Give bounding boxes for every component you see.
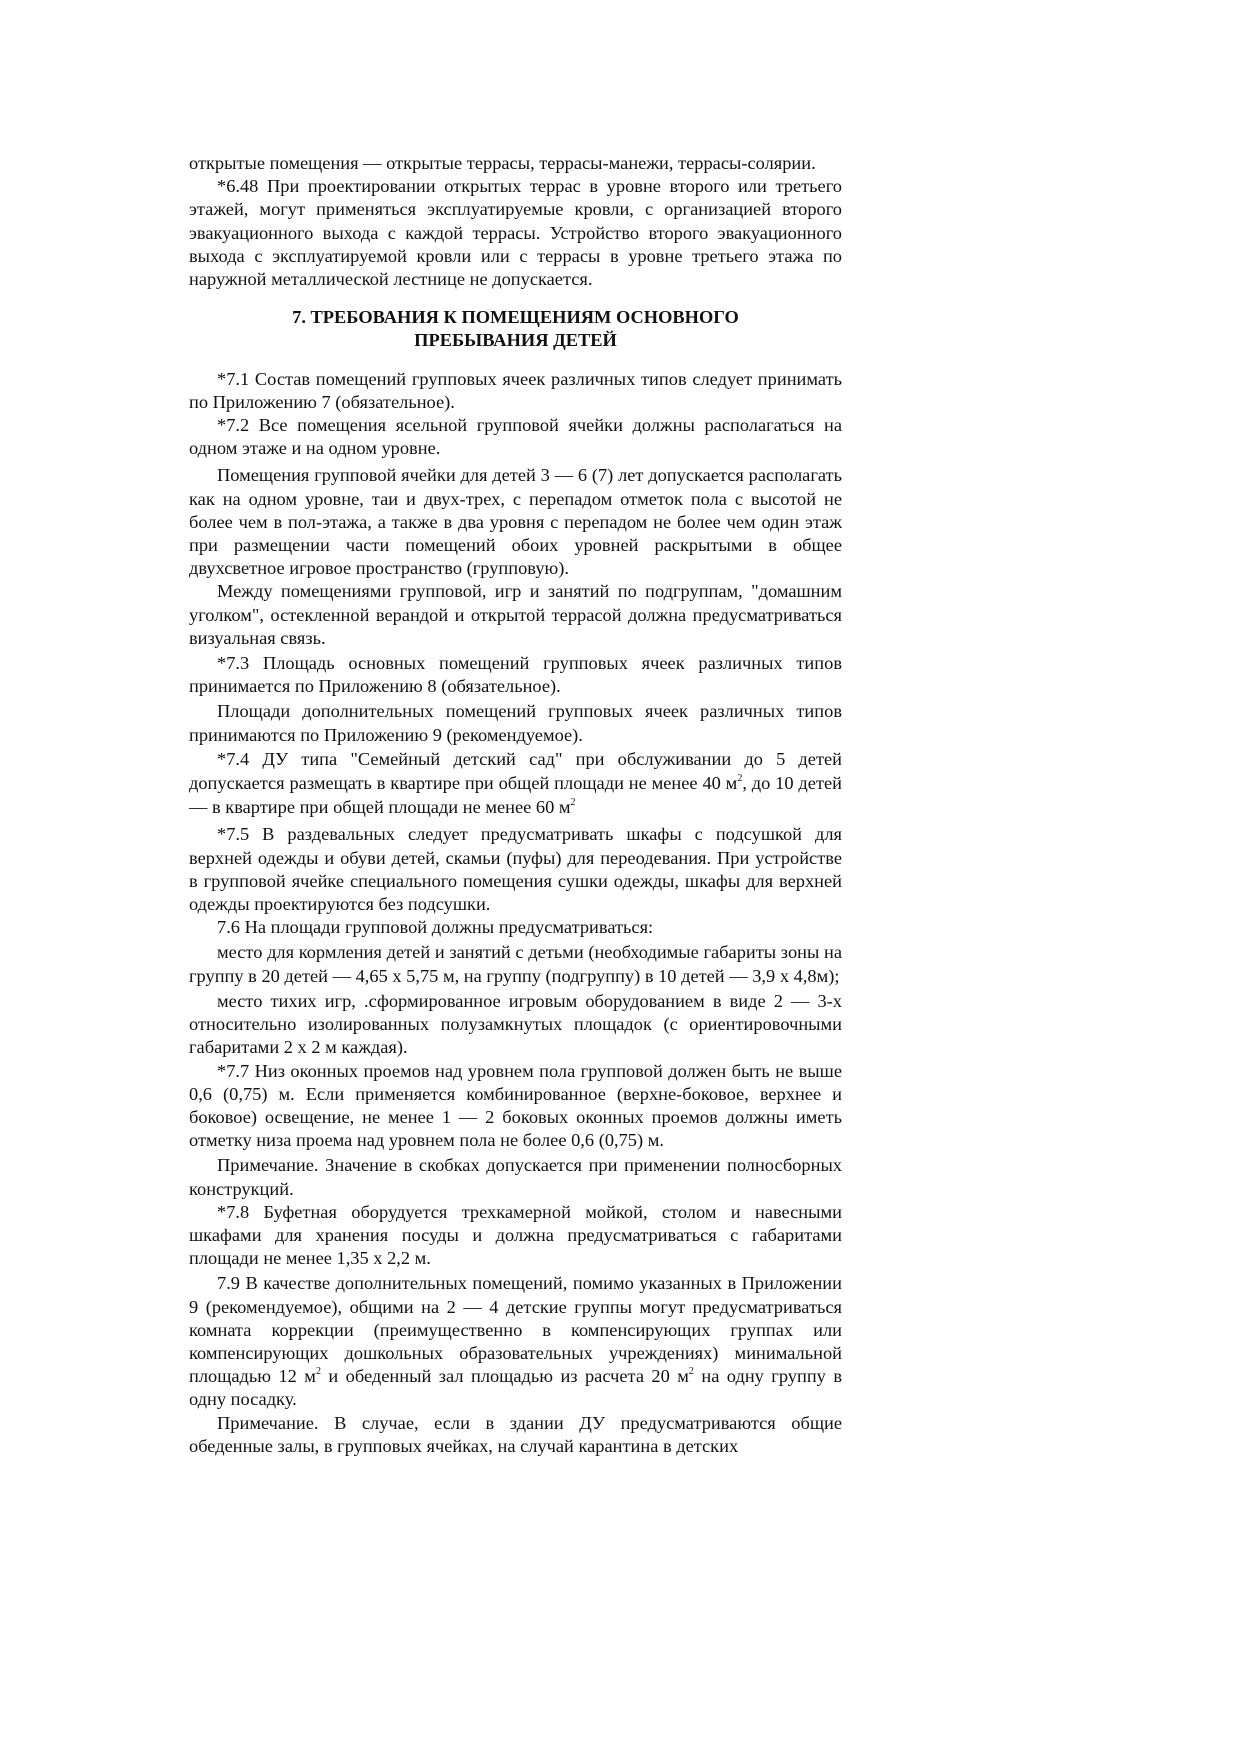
paragraph-group-cell-levels: Помещения групповой ячейки для детей 3 — 6 (7) лет допускается располагать как на одном уровне, таи и двух-трех, с перепадом отметок пола с высотой не более чем в пол-этажа, а также в два уровня с перепадом не более чем один этаж при размещении части помещений обоих уровней раскрытыми в общее двухсветное игровое пространство (групповую). <box>189 465 842 579</box>
paragraph-quiet-games: место тихих игр, .сформированное игровым оборудованием в виде 2 — 3-х относительно изолированных полузамкнутых площадок (с ориентировочными габаритами 2 х 2 м каждая). <box>189 990 842 1058</box>
paragraph-6-48: *6.48 При проектировании открытых террас в уровне второго или третьего этажей, могут применяться эксплуатируемые кровли, с организацией второго эвакуационного выхода с каждой террасы. Устройство второго эвакуационного выхода с эксплуатируемой кровли или с террасы в уровне третьего этажа по наружной металлической лестнице не допускается. <box>189 176 842 290</box>
paragraph-7-6: 7.6 На площади групповой должны предусматриваться: <box>217 917 654 938</box>
p79-sup-1: 2 <box>315 1366 321 1378</box>
paragraph-7-3: *7.3 Площадь основных помещений групповых ячеек различных типов принимается по Приложению 8 (обязательное). <box>189 653 842 697</box>
document-page <box>189 152 842 1458</box>
paragraph-7-7: *7.7 Низ оконных проемов над уровнем пола групповой должен быть не выше 0,6 (0,75) м. Если применяется комбинированное (верхне-боковое, верхнее и боковое) освещение, не менее 1 — 2 боковых оконных проемов должны иметь отметку низа проема над уровнем пола не более 0,6 (0,75) м. <box>189 1060 842 1151</box>
paragraph-7-5: *7.5 В раздевальных следует предусматривать шкафы с подсушкой для верхней одежды и обуви детей, скамьи (пуфы) для переодевания. При устройстве в групповой ячейке специального помещения сушки одежды, шкафы для верхней одежды проектируются без подсушки. <box>189 824 842 915</box>
p74-sup-2: 2 <box>570 797 576 809</box>
paragraph-7-1: *7.1 Состав помещений групповых ячеек различных типов следует принимать по Приложению 7 (обязательное). <box>189 368 842 412</box>
section-heading <box>189 306 842 352</box>
paragraph-open-rooms: открытые помещения — открытые террасы, террасы-манежи, террасы-солярии. <box>189 153 816 173</box>
p74-text-2: , до 10 детей — в квартире при общей площади не менее 60 м <box>189 773 842 818</box>
paragraph-feeding-area: место для кормления детей и занятий с детьми (необходимые габариты зоны на группу в 20 детей — 4,65 х 5,75 м, на группу (подгруппу) в 10 детей — 3,9 х 4,8м); <box>189 941 842 986</box>
p74-sup-1: 2 <box>737 773 743 785</box>
paragraph-visual-link: Между помещениями групповой, игр и занятий по подгруппам, "домашним уголком", остекленной верандой и открытой террасой должна предусматриваться визуальная связь. <box>189 581 842 648</box>
p79-text-1: 7.9 В качестве дополнительных помещений, помимо указанных в Приложении 9 (рекомендуемое), общими на 2 — 4 детские группы могут предусматриваться комната коррекции (преимущественно в компенсирующих группах или компенсирующих дошкольных образовательных учреждениях) минимальной площадью 12 м <box>189 1273 842 1387</box>
p79-sup-2: 2 <box>688 1366 694 1378</box>
p79-text-3: на одну группу в одну посадку. <box>189 1366 843 1410</box>
paragraph-7-8: *7.8 Буфетная оборудуется трехкамерной мойкой, столом и навесными шкафами для хранения посуды и должна предусматриваться с габаритами площади не менее 1,35 х 2,2 м. <box>189 1201 842 1269</box>
paragraph-note-2: Примечание. В случае, если в здании ДУ предусматриваются общие обеденные залы, в групповых ячейках, на случай карантина в детских <box>189 1412 842 1456</box>
section-heading-line2: ПРЕБЫВАНИЯ ДЕТЕЙ <box>414 330 617 351</box>
p79-text-2: и обеденный зал площадью из расчета 20 м <box>320 1366 689 1387</box>
p74-text-1: *7.4 ДУ типа "Семейный детский сад" при обслуживании до 5 детей допускается размещать в квартире при общей площади не менее 40 м <box>189 748 842 794</box>
paragraph-7-4 <box>189 747 842 820</box>
paragraph-additional-rooms: Площади дополнительных помещений групповых ячеек различных типов принимаются по Приложению 9 (рекомендуемое). <box>189 701 842 745</box>
paragraph-7-9 <box>189 1272 842 1411</box>
paragraph-7-2: *7.2 Все помещения ясельной групповой ячейки должны располагаться на одном этаже и на одном уровне. <box>189 415 842 459</box>
section-heading-line1: 7. ТРЕБОВАНИЯ К ПОМЕЩЕНИЯМ ОСНОВНОГО <box>292 307 739 328</box>
paragraph-note-1: Примечание. Значение в скобках допускается при применении полносборных конструкций. <box>189 1155 842 1199</box>
